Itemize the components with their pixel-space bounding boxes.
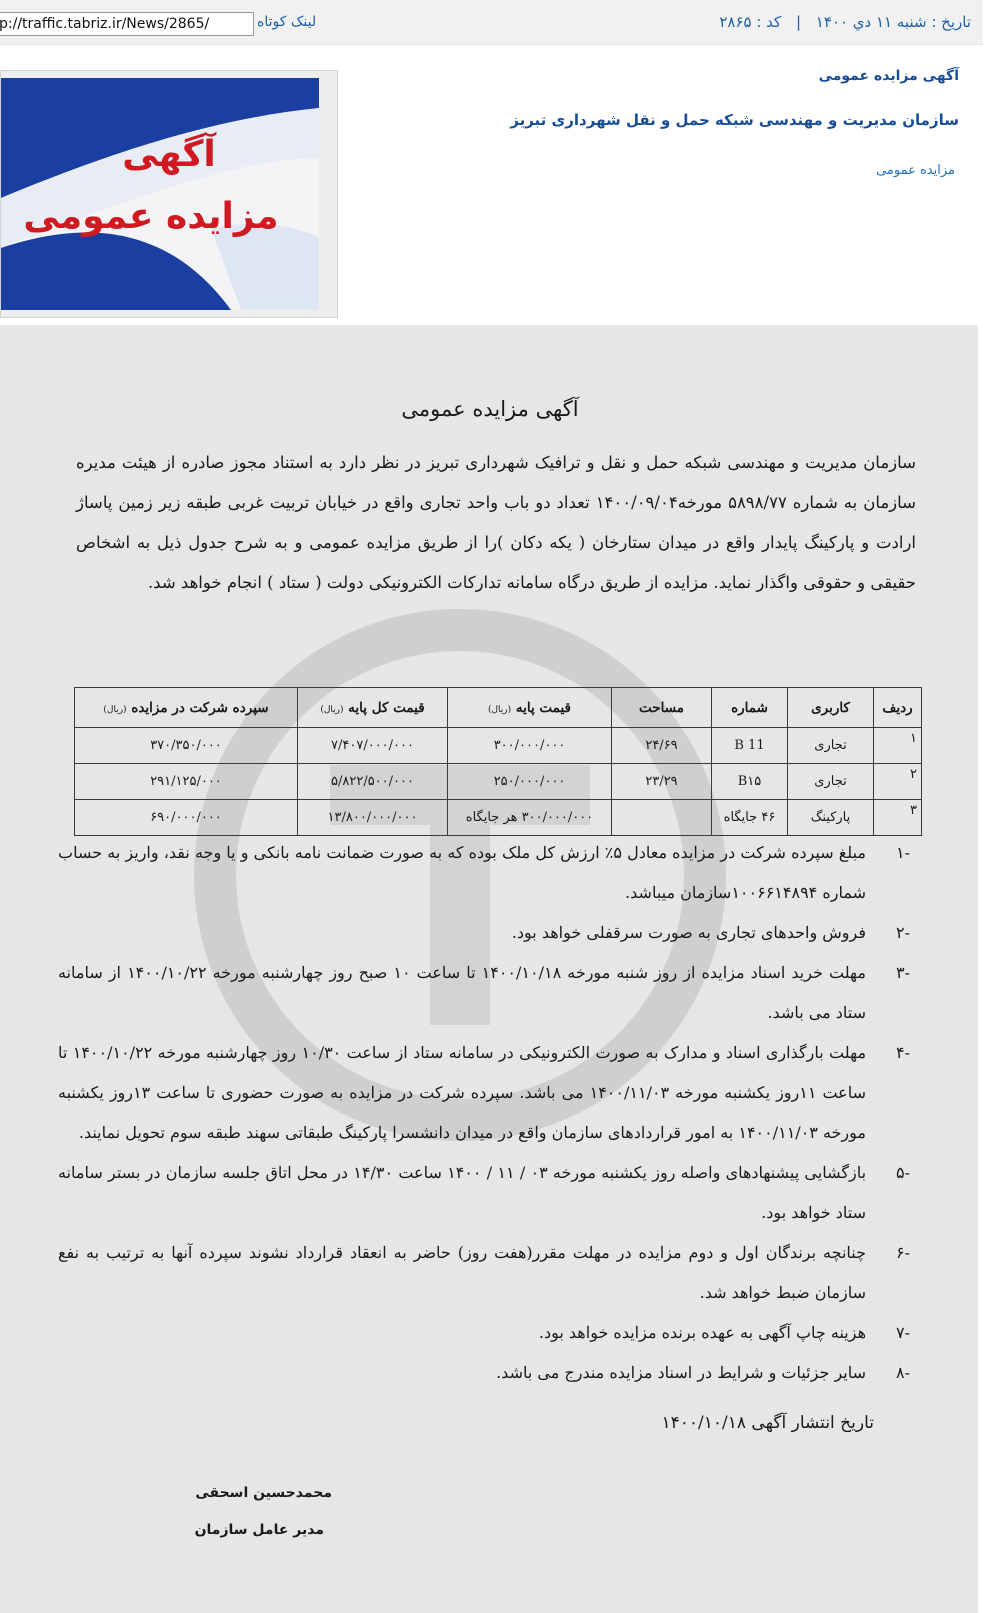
list-item — [58, 1313, 910, 1353]
list-item — [58, 1233, 910, 1313]
col-base-price — [448, 688, 612, 728]
item-text: چنانچه برندگان اول و دوم مزایده در مهلت مقرر(هفت روز) حاضر به انعقاد قرارداد نشوند سپرده آنها به ترتیب به نفع سازمان ضبط خواهد شد. — [58, 1243, 867, 1302]
item-text: بازگشایی پیشنهادهای واصله روز یکشنبه مورخه ۰۳ / ۱۱ / ۱۴۰۰ ساعت ۱۴/۳۰ در محل اتاق جلسه سازمان در بستر سامانه ستاد خواهد بود. — [58, 1163, 867, 1222]
col-deposit-unit: (ریال) — [103, 704, 127, 715]
list-item — [58, 953, 910, 1033]
col-base-price-unit: (ریال) — [487, 704, 512, 715]
short-link-input[interactable] — [0, 12, 254, 36]
col-deposit-label: سپرده شرکت در مزایده — [131, 699, 269, 716]
list-item — [58, 913, 910, 953]
col-total-price — [298, 688, 448, 728]
item-number: -۵ — [896, 1163, 910, 1182]
top-bar — [0, 0, 983, 45]
col-total-price-label: قیمت کل پایه — [348, 699, 425, 716]
cell-deposit: ۳۷۰/۳۵۰/۰۰۰ — [75, 728, 298, 764]
news-kicker: آگهی مزایده عمومی — [818, 68, 959, 84]
item-text: هزینه چاپ آگهی به عهده برنده مزایده خواهد بود. — [538, 1323, 866, 1342]
cell-row: ۱ — [874, 728, 922, 764]
date-code-row — [719, 13, 971, 31]
col-area: مساحت — [612, 688, 712, 728]
thumbnail-line1: آگهی — [122, 134, 216, 175]
cell-deposit: ۶۹۰/۰۰۰/۰۰۰ — [75, 800, 298, 836]
scanned-announcement — [0, 325, 978, 1613]
cell-total-price: ۵/۸۲۲/۵۰۰/۰۰۰ — [298, 764, 448, 800]
item-number: -۳ — [896, 963, 910, 982]
item-number: -۱ — [896, 843, 910, 862]
table-row — [75, 764, 922, 800]
cell-usage: تجاری — [788, 728, 874, 764]
col-base-price-label: قیمت پایه — [515, 699, 571, 716]
signer-name: محمدحسین اسحقی — [195, 1485, 332, 1501]
item-text: فروش واحدهای تجاری به صورت سرقفلی خواهد بود. — [511, 923, 866, 942]
list-item — [58, 833, 910, 913]
cell-total-price: ۱۳/۸۰۰/۰۰۰/۰۰۰ — [298, 800, 448, 836]
cell-deposit: ۲۹۱/۱۲۵/۰۰۰ — [75, 764, 298, 800]
auction-banner-image — [1, 78, 319, 310]
cell-number: B 11 — [712, 728, 788, 764]
cell-row: ۳ — [874, 800, 922, 836]
list-item — [58, 1353, 910, 1393]
publish-date-label: تاریخ : شنبه ۱۱ دي ۱۴۰۰ — [815, 13, 971, 31]
short-link-label: لینک کوتاه — [257, 14, 317, 30]
col-usage: کاربری — [788, 688, 874, 728]
item-number: -۸ — [896, 1363, 910, 1382]
item-text: مهلت بارگذاری اسناد و مدارک به صورت الکترونیکی در سامانه ستاد از ساعت ۱۰/۳۰ روز چهارشنبه مورخه ۱۴۰۰/۱۰/۲۲ تا ساعت ۱۱روز یکشنبه مورخه ۱۴۰۰/۱۱/۰۳ می باشد. سپرده شرکت در مزایده به صورت حضوری تا ساعت ۱۳روز یکشنبه مورخه ۱۴۰۰/۱۱/۰۳ به امور قراردادهای سازمان واقع در میدان دانشسرا پارکینگ طبقاتی سهند طبقه سوم تحویل نمایند. — [58, 1043, 867, 1142]
cell-total-price: ۷/۴۰۷/۰۰۰/۰۰۰ — [298, 728, 448, 764]
cell-base-price: ۳۰۰/۰۰۰/۰۰۰ — [448, 728, 612, 764]
cell-row: ۲ — [874, 764, 922, 800]
list-item — [58, 1153, 910, 1233]
cell-usage: تجاری — [788, 764, 874, 800]
signer-title: مدیر عامل سازمان — [194, 1522, 324, 1538]
announcement-publish-date: تاریخ انتشار آگهی ۱۴۰۰/۱۰/۱۸ — [661, 1413, 874, 1433]
col-number: شماره — [712, 688, 788, 728]
cell-area: ۲۳/۲۹ — [612, 764, 712, 800]
cell-area — [612, 800, 712, 836]
cell-number: B۱۵ — [712, 764, 788, 800]
cell-area: ۲۴/۶۹ — [612, 728, 712, 764]
news-category-link[interactable]: مزایده عمومی — [876, 163, 955, 178]
cell-usage: پارکینگ — [788, 800, 874, 836]
list-item — [58, 1033, 910, 1153]
conditions-list — [58, 833, 910, 1393]
item-number: -۶ — [896, 1243, 910, 1262]
cell-number: ۴۶ جایگاه — [712, 800, 788, 836]
cell-base-price: ۳۰۰/۰۰۰/۰۰۰ هر جایگاه — [448, 800, 612, 836]
news-code-label: کد : ۲۸۶۵ — [719, 13, 782, 31]
separator: | — [795, 13, 802, 31]
col-deposit — [75, 688, 298, 728]
document-title: آگهی مزایده عمومی — [401, 397, 579, 421]
col-total-price-unit: (ریال) — [320, 704, 344, 715]
col-row: ردیف — [874, 688, 922, 728]
news-thumbnail — [0, 70, 338, 318]
cell-base-price: ۲۵۰/۰۰۰/۰۰۰ — [448, 764, 612, 800]
item-text: مهلت خرید اسناد مزایده از روز شنبه مورخه ۱۴۰۰/۱۰/۱۸ تا ساعت ۱۰ صبح روز چهارشنبه مورخه ۱۴۰۰/۱۰/۲۲ از سامانه ستاد می باشد. — [58, 963, 866, 1022]
auction-table — [74, 687, 922, 836]
intro-paragraph: سازمان مدیریت و مهندسی شبکه حمل و نقل و ترافیک شهرداری تبریز در نظر دارد به استناد مجوز صادره از هیئت مدیره سازمان به شماره ۵۸۹۸/۷۷ مورخه۱۴۰۰/۰۹/۰۴ تعداد دو باب واحد تجاری واقع در خیابان تربیت غربی طبقه زیر زمین پاساژ ارادت و پارکینگ پایدار واقع در میدان ستارخان ( یکه دکان )را از طریق مزایده عمومی و به شرح جدول ذیل به اشخاص حقیقی و حقوقی واگذار نماید. مزایده از طریق درگاه سامانه تدارکات الکترونیکی دولت ( ستاد ) انجام خواهد شد. — [76, 453, 916, 592]
thumbnail-line2: مزایده عمومی — [23, 196, 279, 237]
table-header-row — [75, 688, 922, 728]
item-number: -۴ — [896, 1043, 910, 1062]
table-row — [75, 728, 922, 764]
news-headline[interactable]: سازمان مدیریت و مهندسی شبکه حمل و نقل شهرداری تبریز — [510, 111, 959, 129]
item-number: -۲ — [896, 923, 910, 942]
table-row — [75, 800, 922, 836]
item-text: سایر جزئیات و شرایط در اسناد مزایده مندرج می باشد. — [496, 1363, 866, 1382]
item-number: -۷ — [896, 1323, 910, 1342]
item-text: مبلغ سپرده شرکت در مزایده معادل ۵٪ ارزش کل ملک بوده که به صورت ضمانت نامه بانکی و یا وجه نقد، واریز به حساب شماره ۱۰۰۶۶۱۴۸۹۴سازمان میباشد. — [58, 843, 867, 902]
